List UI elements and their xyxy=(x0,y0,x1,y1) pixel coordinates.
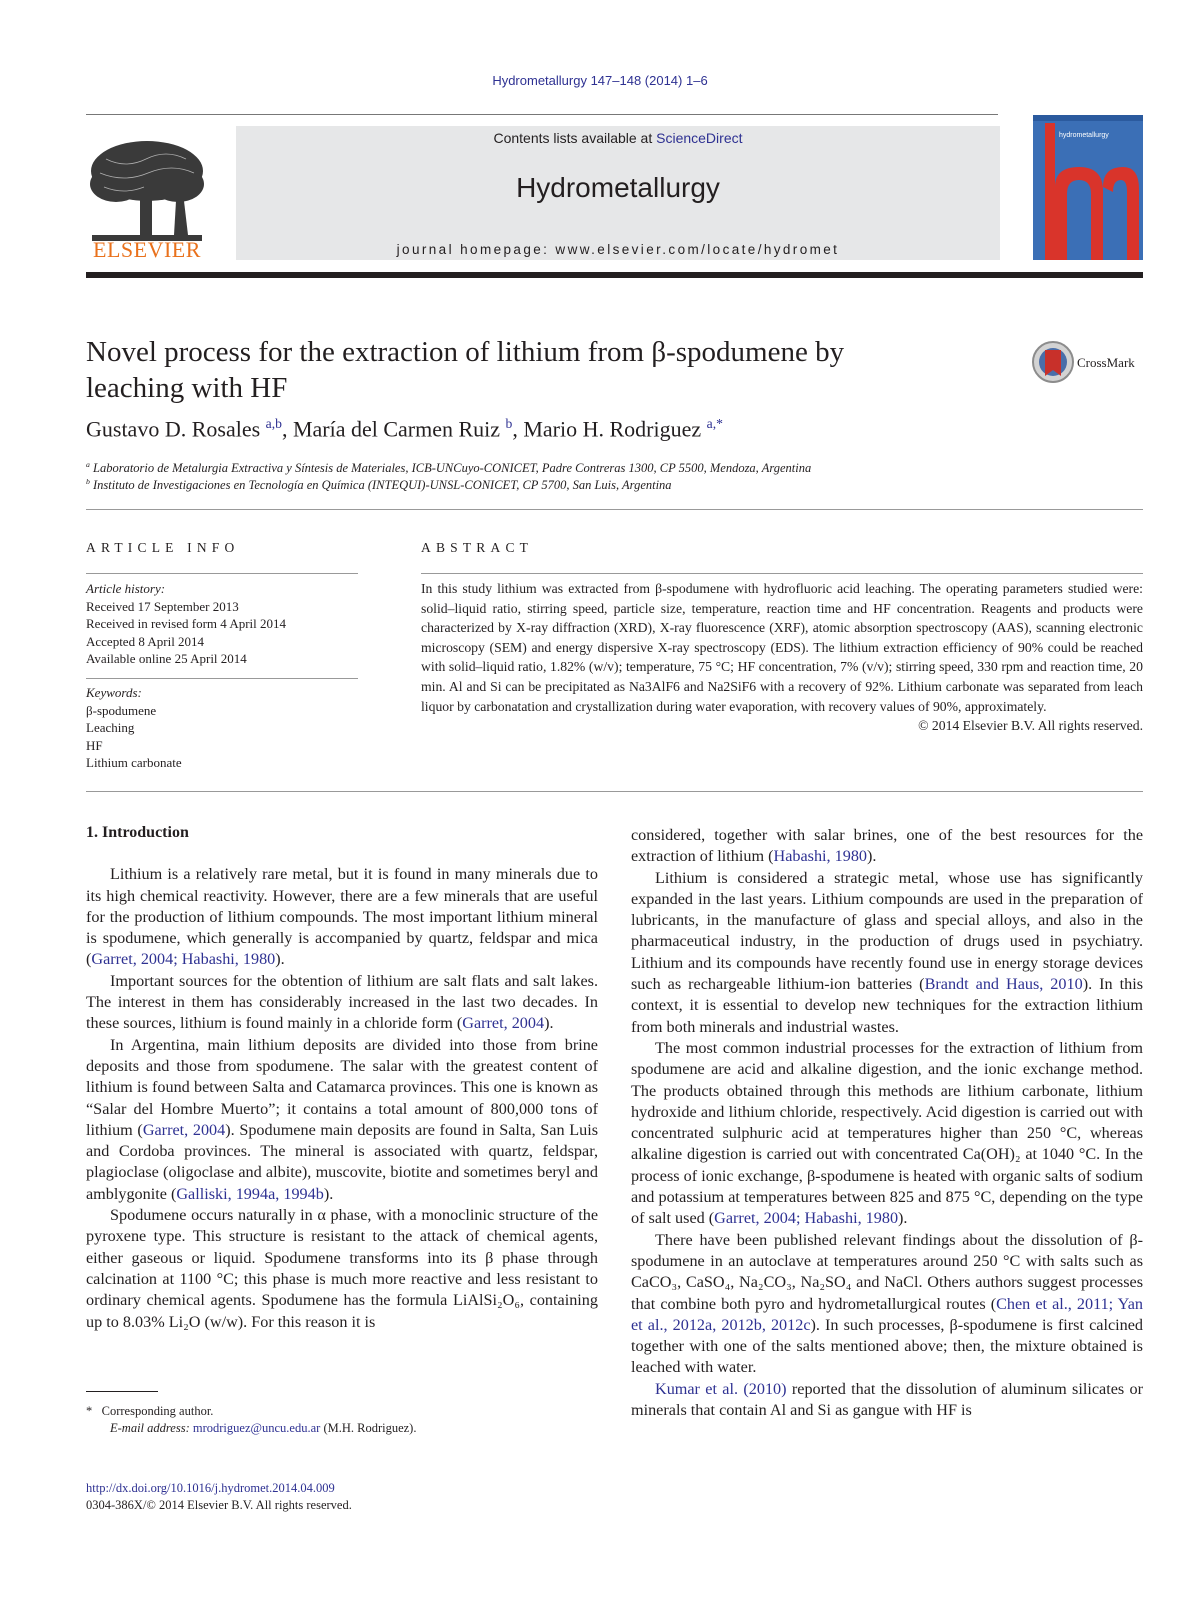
paragraph-text: ). In such processes, β-spodumene is first calcined together with one of the salts mentioned above; then, the mixture obtained is leached with water. xyxy=(631,1315,1143,1377)
contents-prefix: Contents lists available at xyxy=(493,130,657,146)
body-paragraph xyxy=(86,1035,598,1205)
author-name[interactable]: Mario H. Rodriguez xyxy=(523,416,702,442)
author-separator: , xyxy=(281,416,288,442)
author-separator: , xyxy=(512,416,518,442)
affiliation-a xyxy=(86,460,811,476)
body-column-left xyxy=(86,822,598,1333)
author-list xyxy=(86,416,723,442)
paragraph-text: reported that the dissolution of aluminum silicates or minerals that contain Al and Si as gangue with HF is xyxy=(631,1379,1143,1420)
paragraph-text: Lithium is considered a strategic metal, whose use has significantly expanded in the last years. Lithium compounds are used in the preparation of lubricants, in the manufacture of glass and special alloys, and also in the pharmaceutical industry, in the production of drugs used in psychiatry. Lithium and its compounds have recently found use in energy storage devices such as rechargeable lithium-ion batteries ( xyxy=(631,868,1143,994)
history-online: Available online 25 April 2014 xyxy=(86,651,247,666)
body-paragraph xyxy=(631,1379,1143,1422)
keyword: Lithium carbonate xyxy=(86,755,182,770)
paragraph-text: Spodumene occurs naturally in α phase, with a monoclinic structure of the pyroxene type. This structure is resistant to the attack of chemical agents, either gaseous or liquid. Spodumene transforms into its β phase through calcination at 1100 °C; this phase is much more reactive and less resistant to ordinary chemical agents. Spodumene has the formula LiAlSi₂O₆, containing up to 8.03% Li₂O (w/w). For this reason it is xyxy=(86,1206,598,1331)
citation-link[interactable]: Garret, 2004; Habashi, 1980 xyxy=(91,950,276,969)
journal-homepage-link[interactable]: journal homepage: www.elsevier.com/locate/hydromet xyxy=(396,242,840,257)
email-label: E-mail address: xyxy=(110,1421,193,1435)
author-affiliation-mark[interactable]: a,b xyxy=(265,416,282,431)
email-link[interactable]: mrodriguez@uncu.edu.ar xyxy=(192,1421,321,1435)
abstract-copyright: © 2014 Elsevier B.V. All rights reserved. xyxy=(918,718,1143,734)
article-title: Novel process for the extraction of lithium from β-spodumene by leaching with HF xyxy=(86,336,845,404)
citation-link[interactable]: Chen et al., 2011; Yan et al., 2012a, 2012b, 2012c xyxy=(631,1294,1143,1334)
body-paragraph xyxy=(86,1205,598,1333)
crossmark-label[interactable]: CrossMark xyxy=(1077,355,1135,370)
divider xyxy=(86,509,1143,510)
history-label: Article history: xyxy=(86,581,166,596)
divider xyxy=(86,791,1143,792)
journal-citation-link[interactable]: Hydrometallurgy 147–148 (2014) 1–6 xyxy=(492,73,708,88)
footnote-divider xyxy=(86,1391,158,1392)
paragraph-text: Lithium is a relatively rare metal, but it is found in many minerals due to its high chemical reactivity. However, there are a few minerals that are useful for the production of lithium compounds. The most important lithium mineral is spodumene, which generally is accompanied by quartz, feldspar and mica ( xyxy=(86,865,598,969)
paragraph-text: The most common industrial processes for the extraction of lithium from spodumene are acid and alkaline digestion, and the ionic exchange method. The products obtained through this methods are lithium carbonate, lithium hydroxide and lithium chloride, respectively. Acid digestion is carried out with concentrated sulphuric acid at temperatures higher than 250 °C, whereas alkaline digestion is carried out with concentrated Ca(OH)₂ at 1040 °C. In the process of ionic exchange, β-spodumene is heated with organic salts of sodium and potassium at temperatures between 825 and 875 °C, depending on the type of salt used ( xyxy=(631,1038,1143,1228)
email-owner: (M.H. Rodriguez). xyxy=(320,1421,417,1435)
body-paragraph xyxy=(631,868,1143,1038)
top-divider xyxy=(86,114,998,115)
body-paragraph xyxy=(86,864,598,970)
affiliation-text: Instituto de Investigaciones en Tecnología en Química (INTEQUI)-UNSL-CONICET, CP 5700, San Luis, Argentina xyxy=(93,478,672,493)
divider xyxy=(86,678,358,679)
citation-link[interactable]: Garret, 2004 xyxy=(142,1120,226,1139)
keywords-label: Keywords: xyxy=(86,685,142,700)
paragraph-text: considered, together with salar brines, one of the best resources for the extraction of lithium ( xyxy=(631,826,1143,866)
body-column-right xyxy=(631,825,1143,1421)
history-accepted: Accepted 8 April 2014 xyxy=(86,633,205,649)
header-thick-divider xyxy=(86,272,1143,278)
journal-cover-thumbnail[interactable] xyxy=(1033,115,1143,260)
issn-copyright: 0304-386X/© 2014 Elsevier B.V. All rights reserved. xyxy=(86,1498,352,1512)
paragraph-text: ). Spodumene main deposits are found in Salta, San Luis and Cordoba provinces. The mineral is associated with quartz, feldspar, plagioclase (oligoclase and albite), muscovite, biotite and sometimes beryl and amblygonite ( xyxy=(86,1120,598,1203)
citation-link[interactable]: Garret, 2004; Habashi, 1980 xyxy=(714,1209,899,1228)
keyword: Leaching xyxy=(86,720,135,735)
doi-block xyxy=(86,1480,352,1514)
contents-availability-line xyxy=(236,130,1000,146)
affiliation-mark: a xyxy=(86,460,90,469)
paragraph-text: ). xyxy=(323,1184,334,1203)
keyword: HF xyxy=(86,737,103,753)
paragraph-text: ). xyxy=(898,1209,908,1228)
keyword: β-spodumene xyxy=(86,702,157,718)
body-paragraph xyxy=(86,971,598,1035)
footnote-text: Corresponding author. xyxy=(101,1404,214,1418)
affiliation-mark: b xyxy=(86,477,90,486)
abstract-heading: ABSTRACT xyxy=(421,540,534,555)
elsevier-wordmark: ELSEVIER xyxy=(93,237,201,262)
divider xyxy=(421,573,1143,574)
history-received: Received 17 September 2013 xyxy=(86,598,239,614)
paragraph-text: ). xyxy=(544,1014,554,1033)
article-history xyxy=(86,580,358,668)
author-affiliation-mark[interactable]: b xyxy=(505,416,513,431)
citation-link[interactable]: Galliski, 1994a, 1994b xyxy=(176,1184,324,1203)
paragraph-text: Important sources for the obtention of lithium are salt flats and salt lakes. The interest in them has considerably increased in the last two decades. In these sources, lithium is found mainly in a chloride form ( xyxy=(86,971,598,1033)
author-affiliation-mark[interactable]: a,* xyxy=(706,416,723,431)
paragraph-text: ). xyxy=(275,950,285,969)
corresponding-author-footnote xyxy=(86,1403,416,1437)
author-name[interactable]: María del Carmen Ruiz xyxy=(292,416,501,442)
sciencedirect-link[interactable]: ScienceDirect xyxy=(656,130,743,146)
abstract-body xyxy=(421,579,1143,736)
article-info-heading: ARTICLE INFO xyxy=(86,540,240,555)
paragraph-text: ). xyxy=(867,847,877,866)
paragraph-text: ). In this context, it is essential to develop new techniques for the extraction lithium from both minerals and industrial wastes. xyxy=(631,975,1143,1036)
paragraph-text: There have been published relevant findings about the dissolution of β-spodumene in an autoclave at temperatures around 250 °C with salts such as CaCO₃, CaSO₄, Na₂CO₃, Na₂SO₄ and NaCl. Others authors suggest processes that combine both pyro and hydrometallurgical routes ( xyxy=(631,1230,1143,1313)
doi-link[interactable]: http://dx.doi.org/10.1016/j.hydromet.2014.04.009 xyxy=(86,1481,335,1495)
journal-title: Hydrometallurgy xyxy=(516,172,720,203)
author-name[interactable]: Gustavo D. Rosales xyxy=(86,416,261,442)
abstract-paragraph: In this study lithium was extracted from β-spodumene with hydrofluoric acid leaching. The operating parameters studied were: solid–liquid ratio, stirring speed, particle size, temperature, reaction time and HF concentration. Reagents and products were characterized by X-ray diffraction (XRD), X-ray fluorescence (XRF), atomic absorption spectroscopy (AAS), scanning electronic microscopy (SEM) and energy dispersive X-ray spectroscopy (EDS). The lithium extraction efficiency of 90% could be reached with solid–liquid ratio, 1.82% (w/v); temperature, 75 °C; HF concentration, 7% (v/v); stirring speed, 330 rpm and reaction time, 20 min. Al and Si can be precipitated as Na3AlF6 and Na2SiF6 with a recovery of 92%. Lithium carbonate was separated from leach liquor by carbonatation and crystallization during water evaporation, with recovery values of 90%, approximately. xyxy=(421,581,1143,714)
footnote-mark: * xyxy=(86,1404,93,1418)
citation-link[interactable]: Brandt and Haus, 2010 xyxy=(924,975,1083,994)
footnote-line xyxy=(86,1403,416,1420)
section-heading-introduction: 1. Introduction xyxy=(86,824,189,841)
body-paragraph xyxy=(631,825,1143,868)
email-line xyxy=(86,1420,416,1437)
citation-link[interactable]: Garret, 2004 xyxy=(462,1014,545,1033)
body-paragraph xyxy=(631,1230,1143,1379)
cover-label: hydrometallurgy xyxy=(1059,132,1109,139)
body-paragraph xyxy=(631,1038,1143,1230)
affiliation-b xyxy=(86,477,672,493)
paragraph-text: In Argentina, main lithium deposits are divided into those from brine deposits and those from spodumene. The salar with the greatest content of lithium is found between Salta and Catamarca provinces. This one is known as “Salar del Hombre Muerto”; it contains a total amount of 800,000 tons of lithium ( xyxy=(86,1035,598,1139)
citation-link[interactable]: Habashi, 1980 xyxy=(773,847,868,866)
keywords xyxy=(86,684,358,772)
affiliation-text: Laboratorio de Metalurgia Extractiva y Síntesis de Materiales, ICB-UNCuyo-CONICET, Padre Contreras 1300, CP 5500, Mendoza, Argentina xyxy=(93,461,812,476)
history-revised: Received in revised form 4 April 2014 xyxy=(86,616,287,631)
divider xyxy=(86,573,358,574)
citation-link[interactable]: Kumar et al. (2010) xyxy=(655,1379,787,1398)
